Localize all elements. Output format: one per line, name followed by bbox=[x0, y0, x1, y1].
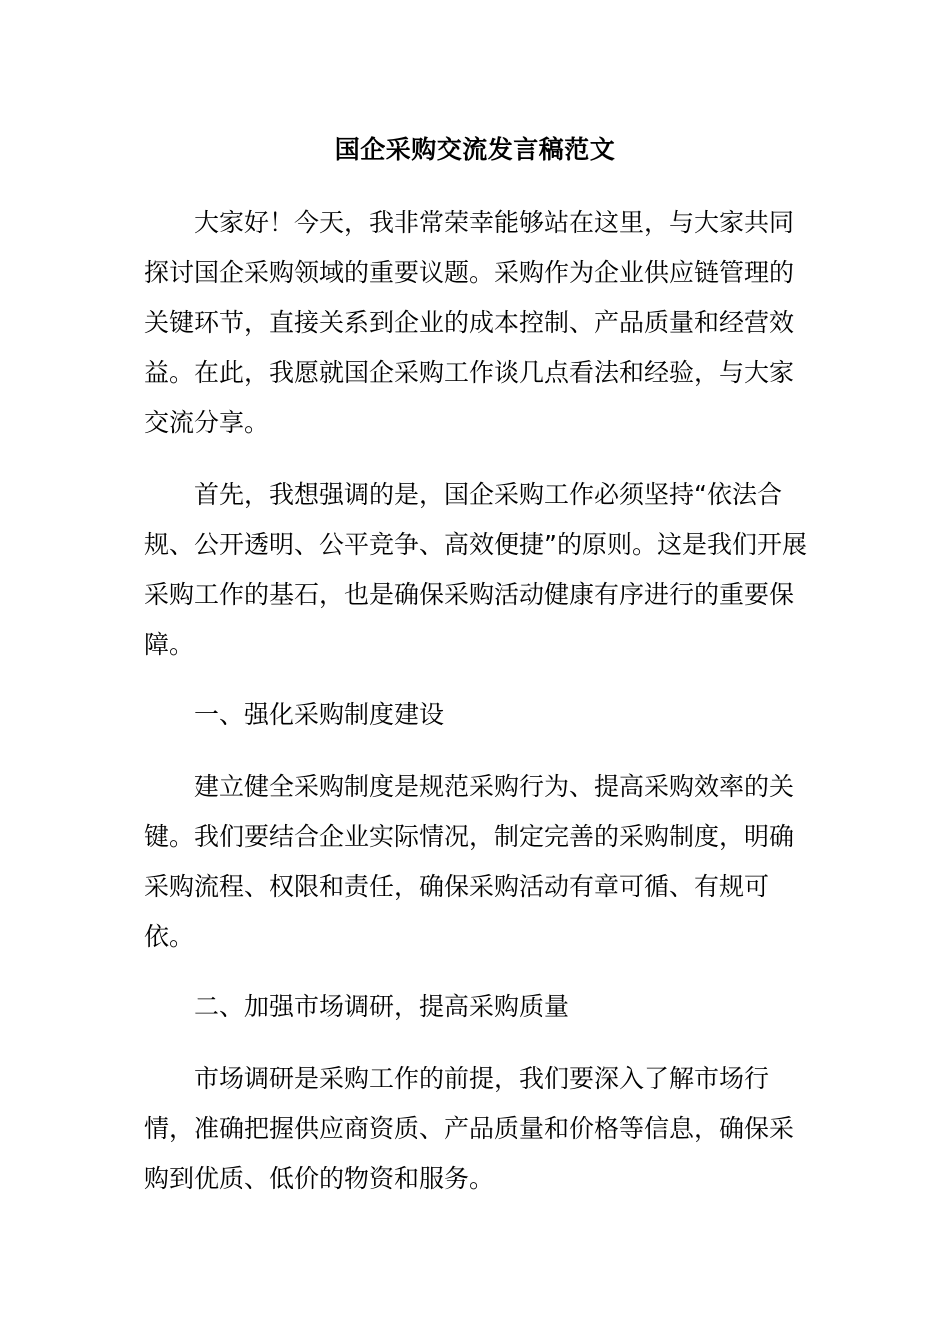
paragraph-system-building: 建立健全采购制度是规范采购行为、提高采购效率的关键。我们要结合企业实际情况，制定完善的采购制度，明确采购流程、权限和责任，确保采购活动有章可循、有规可依。 bbox=[144, 772, 795, 951]
section-heading-2: 二、加强市场调研，提高采购质量 bbox=[194, 992, 570, 1021]
paragraph-principles: 首先，我想强调的是，国企采购工作必须坚持“依法合规、公开透明、公平竞争、高效便捷”的原则。这是我们开展采购工作的基石，也是确保采购活动健康有序进行的重要保障。 bbox=[144, 480, 807, 659]
document-title: 国企采购交流发言稿范文 bbox=[334, 135, 616, 164]
paragraph-market-research: 市场调研是采购工作的前提，我们要深入了解市场行情，准确把握供应商资质、产品质量和价格等信息，确保采购到优质、低价的物资和服务。 bbox=[144, 1064, 795, 1193]
paragraph-intro: 大家好！今天，我非常荣幸能够站在这里，与大家共同探讨国企采购领域的重要议题。采购作为企业供应链管理的关键环节，直接关系到企业的成本控制、产品质量和经营效益。在此，我愿就国企采购工作谈几点看法和经验，与大家交流分享。 bbox=[144, 208, 795, 437]
section-heading-1: 一、强化采购制度建设 bbox=[194, 700, 445, 729]
